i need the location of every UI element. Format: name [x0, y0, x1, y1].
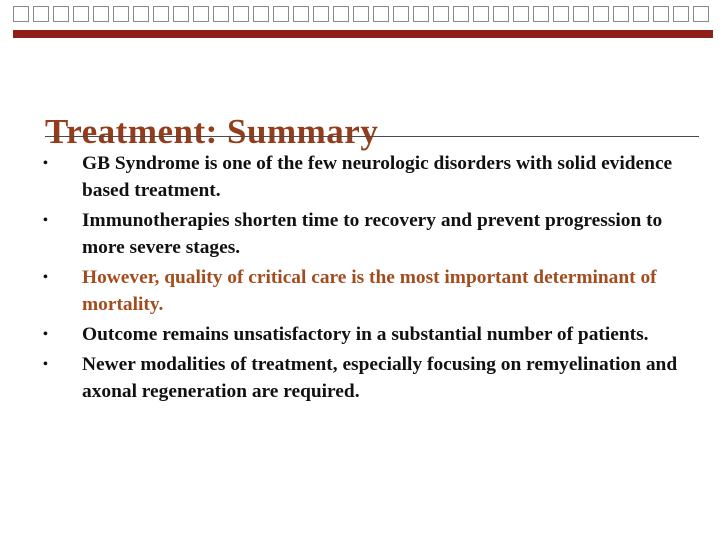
- decorative-square: [633, 6, 649, 22]
- bullet-text: Outcome remains unsatisfactory in a substantial number of patients.: [82, 324, 649, 345]
- decorative-square: [13, 6, 29, 22]
- decorative-square: [413, 6, 429, 22]
- decorative-square: [653, 6, 669, 22]
- decorative-square: [533, 6, 549, 22]
- bullet-text: Immunotherapies shorten time to recovery and prevent progression to more severe stages.: [82, 210, 663, 258]
- decorative-square: [253, 6, 269, 22]
- decorative-square: [693, 6, 709, 22]
- bullet-item-highlighted: [45, 264, 685, 318]
- decorative-square: [433, 6, 449, 22]
- bullet-marker: •: [43, 213, 48, 228]
- decorative-square: [553, 6, 569, 22]
- bullet-item: [45, 207, 685, 261]
- bullet-marker: •: [43, 156, 48, 171]
- decorative-square: [213, 6, 229, 22]
- bullet-item: [45, 321, 685, 348]
- decorative-square: [333, 6, 349, 22]
- decorative-square: [593, 6, 609, 22]
- decorative-square: [273, 6, 289, 22]
- decorative-square: [73, 6, 89, 22]
- decorative-square: [493, 6, 509, 22]
- decorative-square: [53, 6, 69, 22]
- bullet-marker: •: [43, 270, 48, 285]
- decorative-square: [573, 6, 589, 22]
- decorative-square: [473, 6, 489, 22]
- bullet-item: [45, 351, 685, 405]
- slide-title: Treatment: Summary: [45, 112, 379, 152]
- bullet-text: Newer modalities of treatment, especially focusing on remyelination and axonal regeneration are required.: [82, 354, 678, 402]
- decorative-square: [613, 6, 629, 22]
- decorative-square: [113, 6, 129, 22]
- bullet-text: GB Syndrome is one of the few neurologic disorders with solid evidence based treatment.: [82, 153, 673, 201]
- decorative-square: [193, 6, 209, 22]
- decorative-square: [353, 6, 369, 22]
- decorative-square: [133, 6, 149, 22]
- header-accent-bar: [13, 30, 713, 38]
- decorative-square: [513, 6, 529, 22]
- bullet-marker: •: [43, 327, 48, 342]
- decorative-square: [33, 6, 49, 22]
- decorative-square: [673, 6, 689, 22]
- decorative-square: [293, 6, 309, 22]
- decorative-square: [93, 6, 109, 22]
- decorative-square: [313, 6, 329, 22]
- decorative-square: [173, 6, 189, 22]
- title-divider: [45, 136, 699, 137]
- bullet-list: [45, 150, 685, 408]
- decorative-square: [233, 6, 249, 22]
- decorative-square: [453, 6, 469, 22]
- bullet-marker: •: [43, 357, 48, 372]
- decorative-square: [153, 6, 169, 22]
- decorative-square: [393, 6, 409, 22]
- decorative-square: [373, 6, 389, 22]
- bullet-item: [45, 150, 685, 204]
- bullet-text: However, quality of critical care is the most important determinant of mortality.: [82, 267, 657, 315]
- decorative-squares: [13, 6, 713, 25]
- header-decoration: [0, 0, 728, 46]
